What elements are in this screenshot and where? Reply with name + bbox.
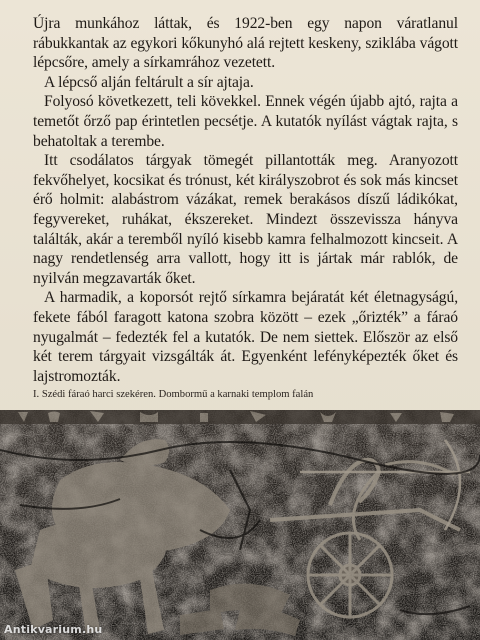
watermark-text: Antikvarium.hu bbox=[4, 623, 103, 636]
paragraph-2: A lépcső alján feltárult a sír ajtaja. bbox=[44, 73, 254, 91]
paragraph-3: Folyosó következett, teli kövekkel. Ennek végén újabb ajtó, rajta a temetőt őrző pap érintetlen pecsétje. A kutatók nyílást vágtak rajta, s behatoltak a terembe. bbox=[33, 93, 458, 150]
paragraph-1: Újra munkához láttak, és 1922-ben egy napon váratlanul rábukkantak az egykori kőkunyhó alá rejtett keskeny, sziklába vágott lépcsőre, amely a sírkamrához vezetett. bbox=[33, 15, 458, 72]
hieroglyph-band bbox=[0, 410, 480, 424]
figure-caption: I. Szédi fáraó harci szekéren. Dombormű a karnaki templom falán bbox=[33, 389, 314, 400]
paragraph-5: A harmadik, a koporsót rejtő sírkamra bejáratát két életnagyságú, fekete fából faragott katona szobra között – ezek „őrizték” a fáraó nyugalmát – fedezték fel a kutatók. De nem siettek. Először az első két terem tárgyait vizsgálták át. Egyenként lefényképezték őket és lajstromozták. bbox=[33, 289, 458, 385]
relief-photo bbox=[0, 410, 480, 640]
body-text bbox=[33, 14, 458, 386]
paragraph-4: Itt csodálatos tárgyak tömegét pillantották meg. Aranyozott fekvőhelyet, kocsikat és trónust, két királyszobrot és sok más kincset érő holmit: alabástrom vázákat, remek berakásos díszű ládikókat, fegyvereket, ruhákat, ékszereket. Mindezt összevissza hányva találták, akár a teremből nyíló kisebb kamra felhalmozott kincseit. A nagy rendetlenség arra vallott, hogy itt is jártak már rablók, de nyilván megzavarták őket. bbox=[33, 152, 458, 287]
